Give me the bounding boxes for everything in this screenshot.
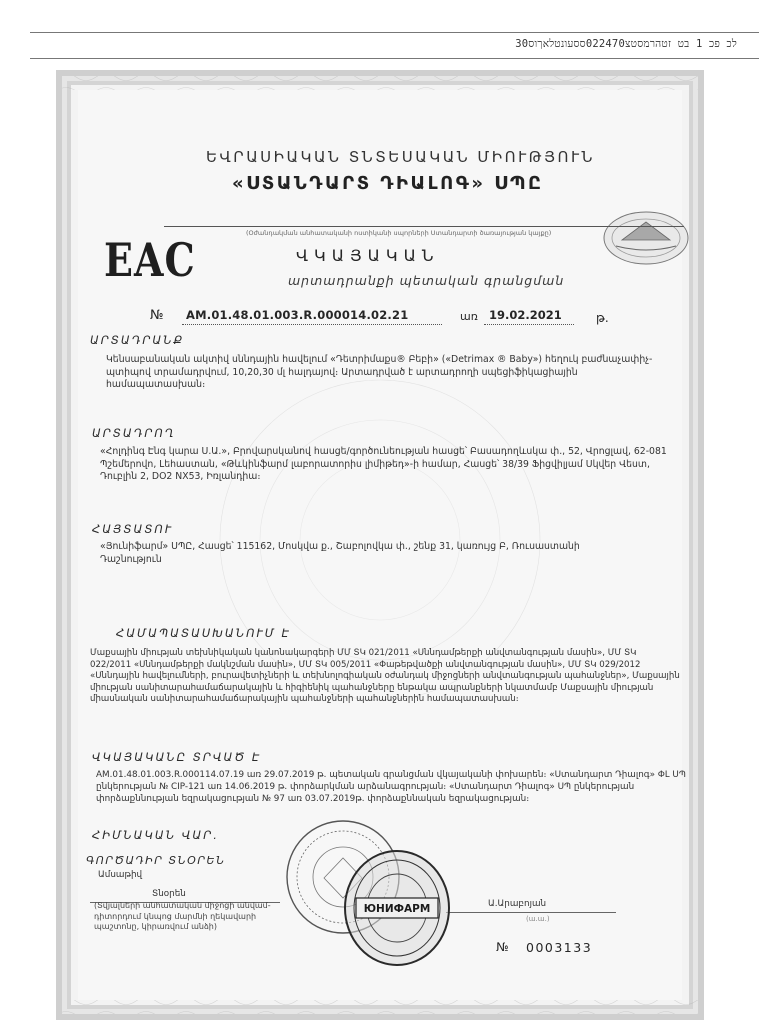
blank-number: 0003133 bbox=[526, 940, 593, 955]
basis-label: ՀԻՄՆԱԿԱՆ ՎԱՐ. bbox=[92, 828, 219, 842]
fax-header-text: 30לכ פכ 1 בט זטהרמסטצ022470ססעונטלאךוס bbox=[515, 38, 737, 50]
expert-signature-line bbox=[446, 912, 616, 913]
product-section-text: Կենսաբանական ակտիվ սննդային հավելում «Դետրիմաքս® Բեբի» («Detrimax ® Baby») հեղուկ բաժնաչափիչ-պտիպով տրամադրվում, 10,20,30 մլ հալդայով։ Արտադրված է արտադրողի սպեցիֆիկացիային համապատասխան։ bbox=[106, 354, 653, 390]
fax-divider-bottom bbox=[30, 58, 759, 59]
fax-header bbox=[0, 0, 759, 60]
applicant-section-title: ՀԱՅՏԱՏՈՒ bbox=[92, 522, 174, 536]
organization-emblem-icon bbox=[602, 210, 690, 266]
certificate-subtitle: արտադրանքի պետական գրանցման bbox=[288, 273, 565, 288]
signature-name: Տնօրեն bbox=[152, 889, 186, 899]
expert-name: Ա.Արաբոյան bbox=[488, 899, 547, 909]
applicant-section-text: «Յունիֆարմ» ՍՊԸ, Հասցե՝ 115162, Մոսկվա ք., Շաբոլովկա փ., շենք 31, կառույց Բ, Ռուսաստանի Դաշնություն bbox=[100, 541, 580, 565]
head-subtitle: Ամսաթիվ bbox=[98, 870, 143, 880]
head-of-organization-label: ԳՈՐԾԱԴԻՐ ՏՆՕՐԵՆ bbox=[86, 854, 226, 867]
certificate-page bbox=[56, 70, 704, 1020]
company-stamp-icon bbox=[342, 848, 452, 968]
organization-name-line1: ԵՎՐԱՍԻԱԿԱՆ ՏՆՏԵՍԱԿԱՆ ՄԻՈՒԹՅՈՒՆ bbox=[206, 148, 595, 166]
header-small-note: (Օժանդակման անհատականի ոստիկանի սպորների Ստանդարտի ծառայության կայքը) bbox=[246, 229, 552, 237]
registration-date: 19.02.2021 bbox=[489, 308, 562, 322]
blank-number-label: № bbox=[496, 940, 509, 954]
year-suffix: թ. bbox=[596, 311, 609, 325]
product-section-title: ԱՐՏԱԴՐԱՆՔ bbox=[90, 333, 185, 347]
bottom-note: (Տվյալների անհատական միջոցի անվամ-դիտորդում կնպոց մարմնի ղեկավարի պաշտոնը, կիրառվում անձի) bbox=[94, 901, 271, 931]
date-underline bbox=[484, 324, 574, 325]
fax-divider-top bbox=[30, 32, 759, 33]
conformity-section-text: Մաքսային միության տեխնիկական կանոնակարգերի ՄՄ ՏԿ 021/2011 «Սննդամթերքի անվտանգության մասին», ՄՄ ՏԿ 022/2011 «Սննդամթերքի մակնշման մասին», ՄՄ ՏԿ 005/2011 «Փաթեթվածքի անվտանգության մասին», ՄՄ ՏԿ 029/2012 «Սննդային հավելումների, բուրավետիչների և տեխնոլոգիական օժանդակ միջոցների անվտանգության պահանջներ», Մաքսային միության սանիտարահամաճարակային և հիգիենիկ պահանջները ենթակա ապրանքների նկատմամբ Մաքսային միության միասնական սանիտարահամաճարակային պահանջների պահանջներին համապատասխան։ bbox=[90, 648, 680, 704]
date-from-label: առ bbox=[460, 310, 478, 323]
certificate-title: ՎԿԱՅԱԿԱՆ bbox=[296, 246, 440, 265]
manufacturer-section-title: ԱՐՏԱԴՐՈՂ bbox=[92, 426, 176, 440]
registration-number-underline bbox=[182, 324, 442, 325]
organization-name-line2: «ՍՏԱՆԴԱՐՏ ԴԻԱԼՈԳ» ՍՊԸ bbox=[232, 173, 544, 194]
eac-mark-logo: EAC bbox=[104, 233, 196, 287]
issued-section-title: ՎԿԱՅԱԿԱՆԸ ՏՐՎԱԾ Է bbox=[92, 750, 262, 764]
number-label: № bbox=[150, 308, 164, 323]
stamp-company-name: ЮНИФАРМ bbox=[363, 903, 431, 915]
header-divider bbox=[164, 226, 684, 227]
conformity-section-title: ՀԱՄԱՊԱՏԱՍԽԱՆՈՒՄ Է bbox=[116, 626, 291, 640]
manufacturer-section-text: «Հոլդինգ Էնգ կարա Ս.Ա.», Բրովարսկանով հասցե/գործունեության հասցե՝ Բասադողևսկա փ., 52, Վրոցլավ, 62-081 Պշեմերովո, Լեհաստան, «Թևկինֆարմ լաբորատորիս լիմիթեդ»-ի համար, Հասցե՝ 38/39 Ֆիցվիլյամ Սկվեր Վեստ, Դուբլին 2, DO2 NX53, Իռլանդիա։ bbox=[100, 446, 667, 482]
issued-section-text: AM.01.48.01.003.R.000114.07.19 առ 29.07.2019 թ. պետական գրանցման վկայականի փոխարեն։ «Ստանդարտ Դիալոգ» ՓԼ ՍՊ ընկերության № CIP-121 առ 14.06.2019 թ. փորձարկման արձանագրության։ «Ստանդարտ Դիալոգ» ՍՊ ընկերության փորձաքննության եզրակացության № 97 առ 03.07.2019թ. փորձաքննական եզրակացության։ bbox=[96, 770, 686, 804]
registration-number: AM.01.48.01.003.R.000014.02.21 bbox=[186, 308, 409, 322]
expert-subtitle: (ա.ա.) bbox=[526, 915, 550, 923]
